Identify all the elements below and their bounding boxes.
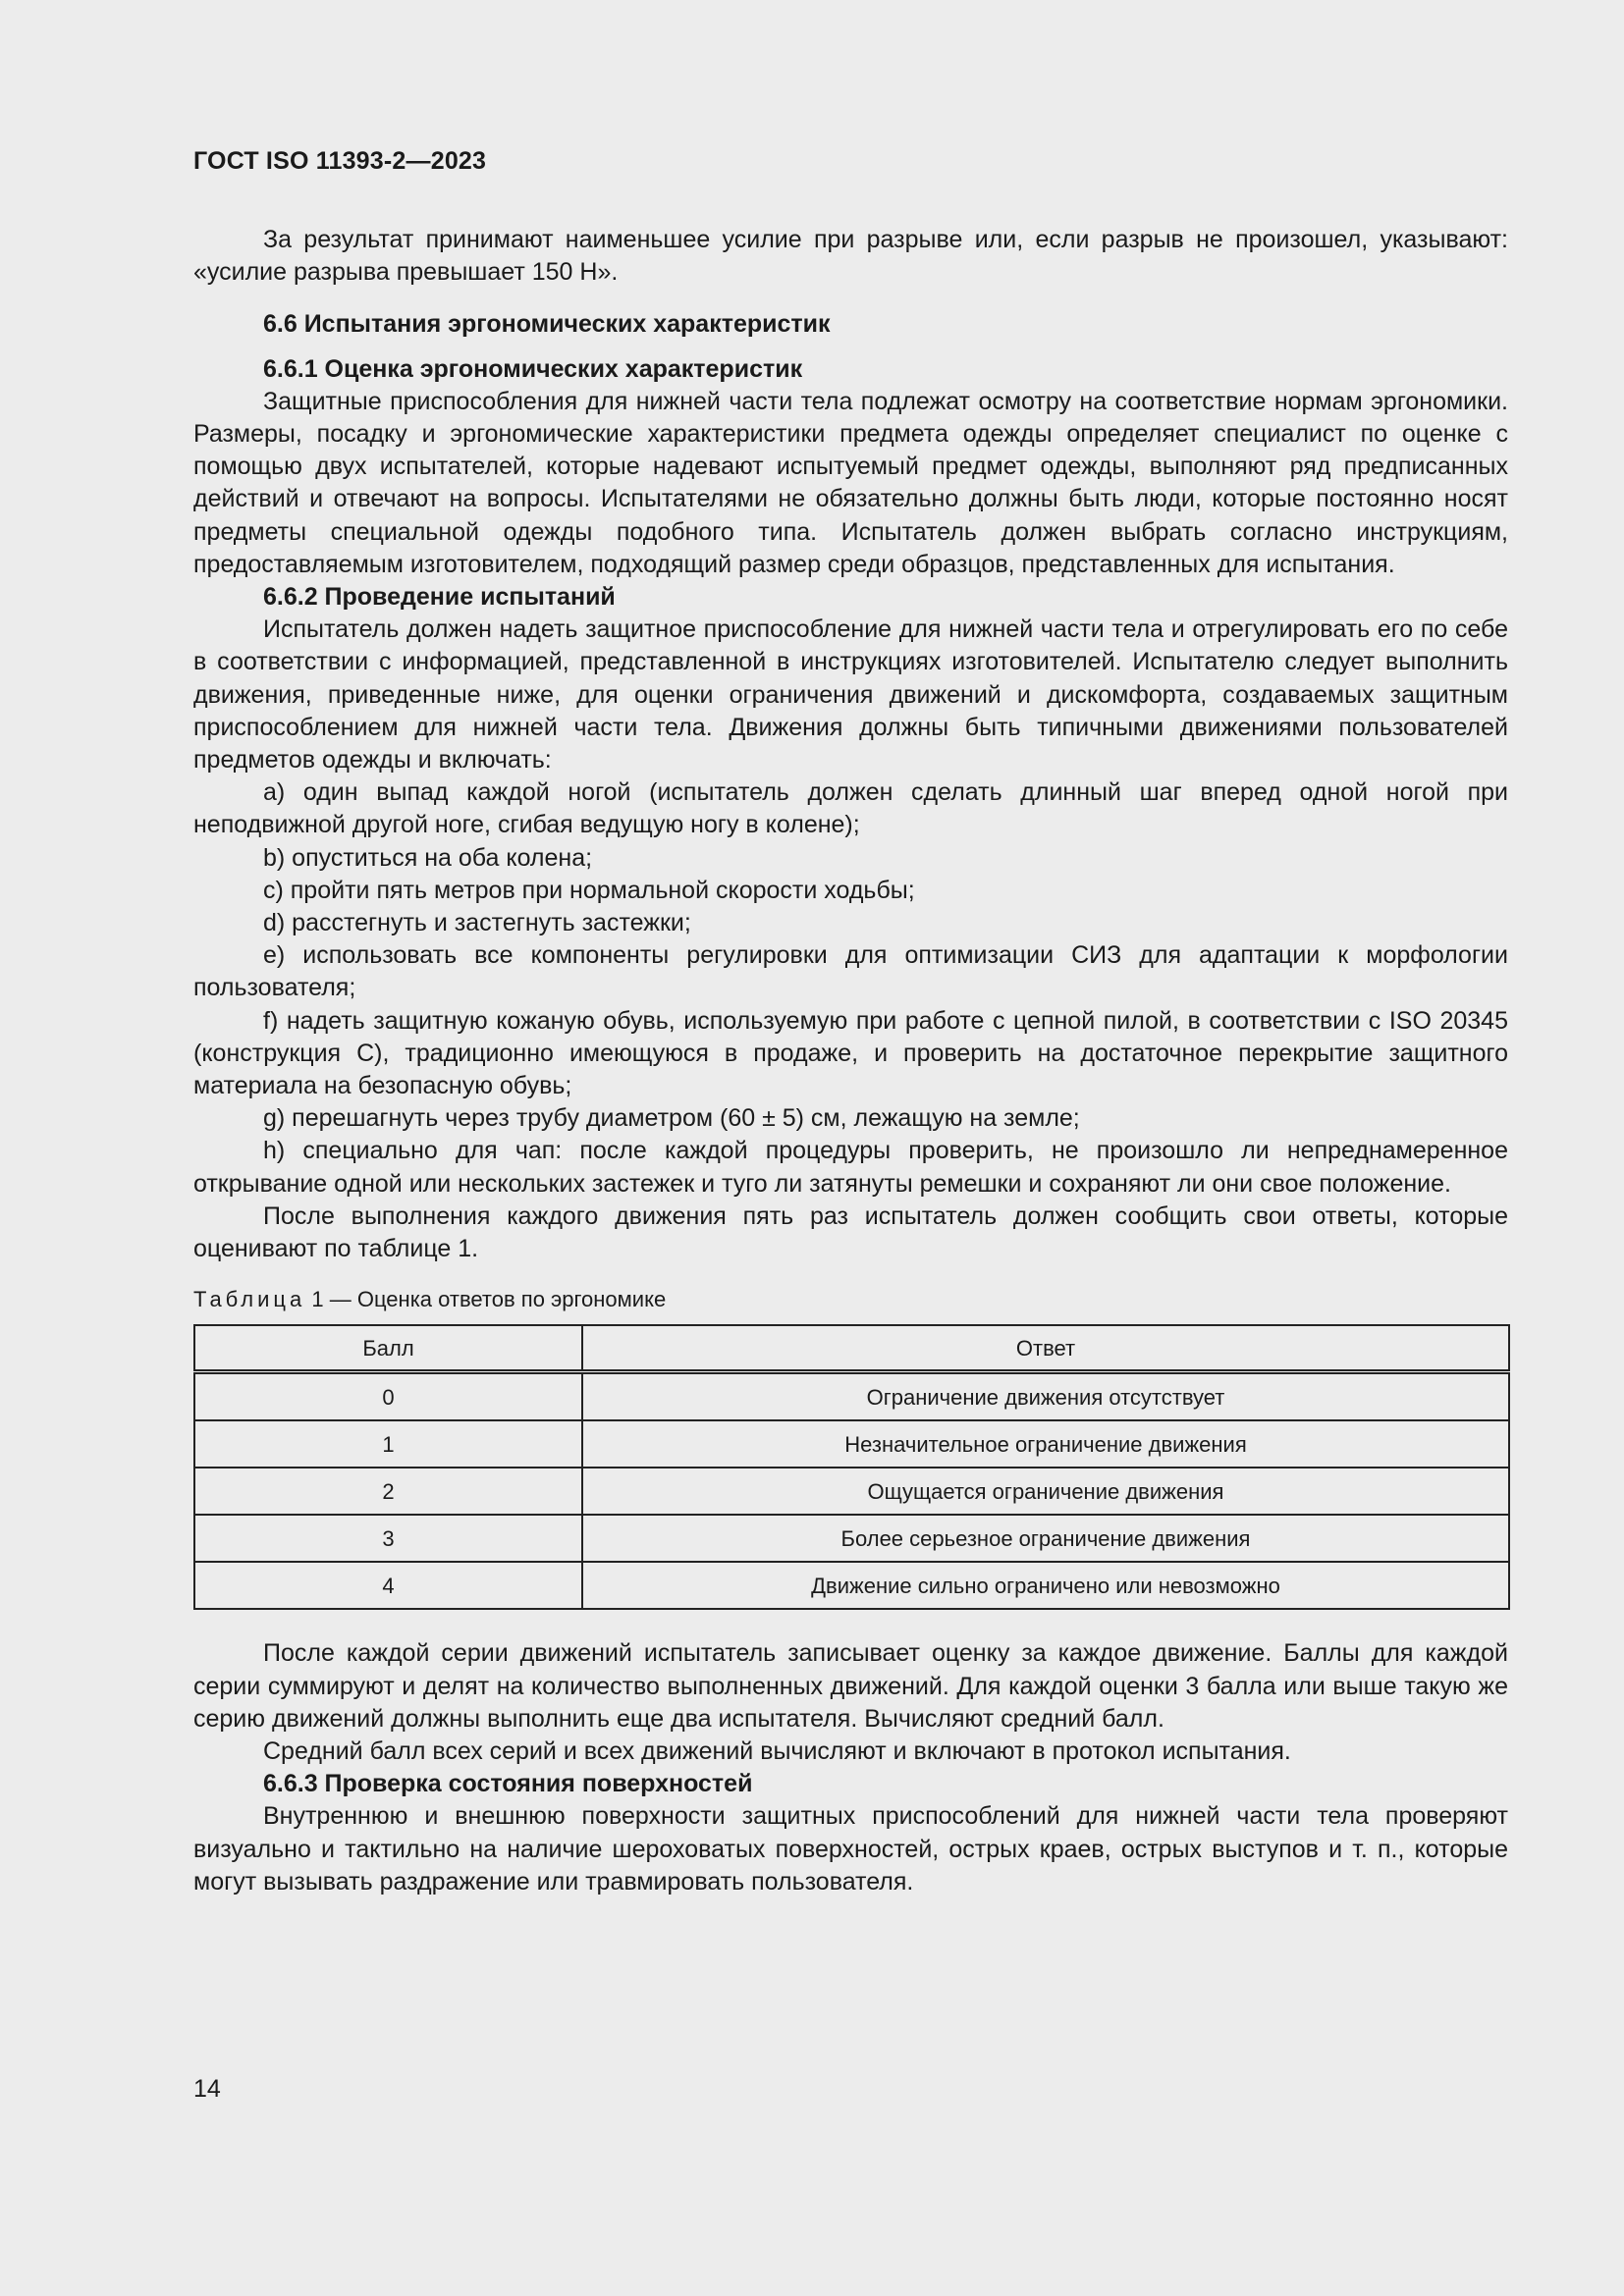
- table-cell-score: 4: [194, 1562, 582, 1609]
- table-header-row: [194, 1325, 1509, 1372]
- table-caption-word: Таблица: [193, 1287, 306, 1312]
- paragraph-after-table-1: После каждой серии движений испытатель записывает оценку за каждое движение. Баллы для каждой серии суммируют и делят на количество выполненных движений. Для каждой оценки 3 балла или выше такую же серию движений должны выполнить еще два испытателя. Вычисляют средний балл.: [193, 1639, 1508, 1733]
- page-number: 14: [193, 2075, 221, 2103]
- table-caption-title: 1 — Оценка ответов по эргономике: [305, 1287, 667, 1312]
- table-cell-answer: Незначительное ограничение движения: [582, 1420, 1509, 1468]
- table-cell-score: 1: [194, 1420, 582, 1468]
- table-row: [194, 1562, 1509, 1609]
- paragraph-after-list: После выполнения каждого движения пять раз испытатель должен сообщить свои ответы, которые оценивают по таблице 1.: [193, 1201, 1508, 1263]
- section-heading-6-6-3: 6.6.3 Проверка состояния поверхностей: [263, 1770, 753, 1798]
- list-item: b) опуститься на оба колена;: [263, 843, 593, 872]
- paragraph-6-6-1: Защитные приспособления для нижней части тела подлежат осмотру на соответствие нормам эргономики. Размеры, посадку и эргономические характеристики предмета одежды определяет специалист по оценке с помощью двух испытателей, которые надевают испытуемый предмет одежды, выполняют ряд предписанных действий и отвечают на вопросы. Испытателями не обязательно должны быть люди, которые постоянно носят предметы специальной одежды подобного типа. Испытатель должен выбрать согласно инструкциям, предоставляемым изготовителем, подходящий размер среди образцов, представленных для испытания.: [193, 387, 1508, 578]
- ergonomics-score-table: [193, 1324, 1510, 1610]
- section-heading-6-6-1: 6.6.1 Оценка эргономических характеристик: [263, 354, 803, 383]
- table-cell-answer: Более серьезное ограничение движения: [582, 1515, 1509, 1562]
- section-heading-6-6-2: 6.6.2 Проведение испытаний: [263, 583, 616, 612]
- table-row: [194, 1468, 1509, 1515]
- list-item: h) специально для чап: после каждой процедуры проверить, не произошло ли непреднамеренное открывание одной или нескольких застежек и туго ли затянуты ремешки и сохраняют ли они свое положение.: [193, 1137, 1508, 1198]
- paragraph-6-6-3: Внутреннюю и внешнюю поверхности защитных приспособлений для нижней части тела проверяют визуально и тактильно на наличие шероховатых поверхностей, острых краев, острых выступов и т. п., которые могут вызывать раздражение или травмировать пользователя.: [193, 1802, 1508, 1896]
- table-row: [194, 1515, 1509, 1562]
- table-cell-score: 2: [194, 1468, 582, 1515]
- column-header-score: Балл: [194, 1325, 582, 1372]
- section-heading-6-6: 6.6 Испытания эргономических характеристик: [263, 310, 831, 339]
- table-caption: [193, 1285, 1508, 1314]
- table-cell-score: 0: [194, 1372, 582, 1421]
- table-cell-score: 3: [194, 1515, 582, 1562]
- document-body: [193, 224, 1508, 1898]
- list-item: e) использовать все компоненты регулировки для оптимизации СИЗ для адаптации к морфологии пользователя;: [193, 941, 1508, 1002]
- paragraph-6-6-2: Испытатель должен надеть защитное приспособление для нижней части тела и отрегулировать его по себе в соответствии с информацией, представленной в инструкциях изготовителей. Испытателю следует выполнить движения, приведенные ниже, для оценки ограничения движений и дискомфорта, создаваемых защитным приспособлением для нижней части тела. Движения должны быть типичными движениями пользователей предметов одежды и включать:: [193, 615, 1508, 774]
- table-row: [194, 1420, 1509, 1468]
- list-item: f) надеть защитную кожаную обувь, используемую при работе с цепной пилой, в соответствии с ISO 20345 (конструкция C), традиционно имеющуюся в продаже, и проверить на достаточное перекрытие защитного материала на безопасную обувь;: [193, 1006, 1508, 1100]
- paragraph-after-table-2: Средний балл всех серий и всех движений вычисляют и включают в протокол испытания.: [263, 1736, 1291, 1765]
- column-header-answer: Ответ: [582, 1325, 1509, 1372]
- table-cell-answer: Ограничение движения отсутствует: [582, 1372, 1509, 1421]
- list-item: g) перешагнуть через трубу диаметром (60 ± 5) см, лежащую на земле;: [263, 1104, 1080, 1133]
- list-item: a) один выпад каждой ногой (испытатель должен сделать длинный шаг вперед одной ногой при неподвижной другой ноге, сгибая ведущую ногу в колене);: [193, 778, 1508, 839]
- list-item: d) расстегнуть и застегнуть застежки;: [263, 909, 691, 937]
- paragraph-intro: За результат принимают наименьшее усилие при разрыве или, если разрыв не произошел, указывают: «усилие разрыва превышает 150 Н».: [193, 226, 1508, 287]
- document-header: ГОСТ ISO 11393-2—2023: [193, 147, 487, 175]
- table-row: [194, 1372, 1509, 1421]
- table-cell-answer: Движение сильно ограничено или невозможно: [582, 1562, 1509, 1609]
- list-item: c) пройти пять метров при нормальной скорости ходьбы;: [263, 876, 915, 904]
- table-cell-answer: Ощущается ограничение движения: [582, 1468, 1509, 1515]
